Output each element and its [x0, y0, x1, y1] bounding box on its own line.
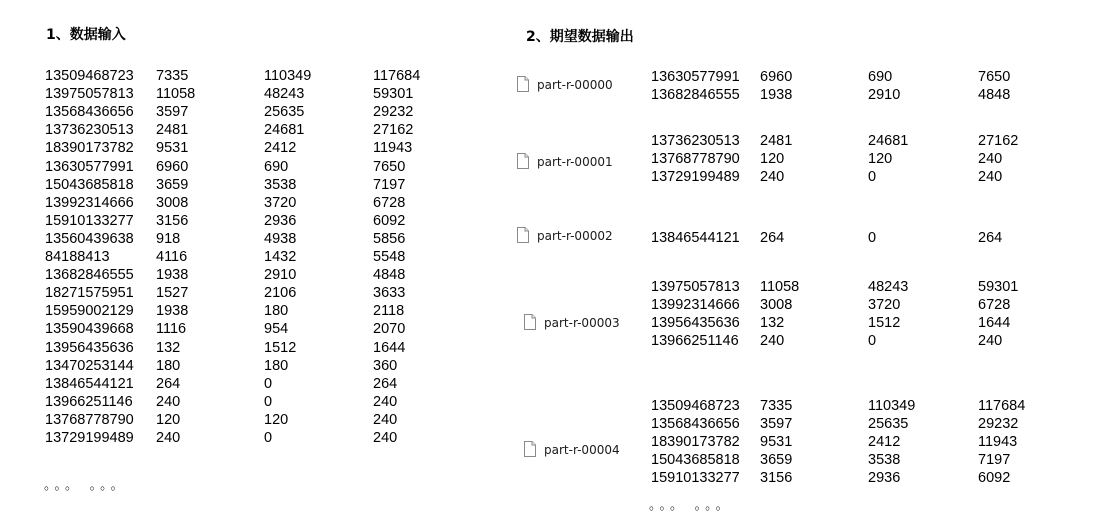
- document-file-icon: [517, 76, 529, 92]
- upflow-cell: 11058: [760, 279, 800, 295]
- sumflow-cell: 240: [373, 430, 398, 446]
- downflow-cell: 180: [264, 358, 289, 374]
- downflow-cell: 1432: [264, 249, 297, 265]
- sumflow-cell: 240: [373, 394, 398, 410]
- sumflow-cell: 6728: [978, 297, 1011, 313]
- sumflow-cell: 5548: [373, 249, 406, 265]
- downflow-cell: 690: [868, 69, 893, 85]
- upflow-cell: 132: [156, 340, 181, 356]
- section1-title: 1、数据输入: [46, 27, 126, 43]
- section2-title: 2、期望数据输出: [526, 29, 634, 45]
- file-name-label: part-r-00004: [544, 443, 620, 457]
- sumflow-cell: 4848: [978, 87, 1011, 103]
- downflow-cell: 2412: [264, 140, 297, 156]
- phone-cell: 13729199489: [45, 430, 134, 446]
- phone-cell: 13736230513: [651, 133, 740, 149]
- upflow-cell: 120: [156, 412, 181, 428]
- upflow-cell: 120: [760, 151, 785, 167]
- phone-cell: 13768778790: [651, 151, 740, 167]
- upflow-cell: 9531: [760, 434, 793, 450]
- sumflow-cell: 11943: [978, 434, 1018, 450]
- upflow-cell: 6960: [156, 159, 189, 175]
- phone-cell: 13956435636: [651, 315, 740, 331]
- downflow-cell: 24681: [868, 133, 909, 149]
- upflow-cell: 6960: [760, 69, 793, 85]
- upflow-cell: 11058: [156, 86, 196, 102]
- phone-cell: 15043685818: [45, 177, 134, 193]
- phone-cell: 13966251146: [651, 333, 739, 349]
- downflow-cell: 2936: [868, 470, 901, 486]
- sumflow-cell: 7650: [373, 159, 406, 175]
- sumflow-cell: 2118: [373, 303, 405, 319]
- phone-cell: 13630577991: [651, 69, 740, 85]
- phone-cell: 13966251146: [45, 394, 133, 410]
- upflow-cell: 240: [760, 333, 785, 349]
- output-ellipsis: 。。。 。。。: [649, 497, 733, 512]
- upflow-cell: 264: [760, 230, 785, 246]
- phone-cell: 13509468723: [45, 68, 134, 84]
- downflow-cell: 2910: [868, 87, 901, 103]
- sumflow-cell: 240: [978, 333, 1003, 349]
- phone-cell: 13682846555: [651, 87, 740, 103]
- phone-cell: 13568436656: [651, 416, 740, 432]
- downflow-cell: 0: [868, 333, 877, 349]
- downflow-cell: 2412: [868, 434, 901, 450]
- downflow-cell: 110349: [868, 398, 916, 414]
- upflow-cell: 180: [156, 358, 181, 374]
- file-name-label: part-r-00003: [544, 316, 620, 330]
- downflow-cell: 48243: [868, 279, 909, 295]
- downflow-cell: 2910: [264, 267, 297, 283]
- phone-cell: 15910133277: [45, 213, 134, 229]
- phone-cell: 13630577991: [45, 159, 134, 175]
- upflow-cell: 3597: [760, 416, 793, 432]
- downflow-cell: 0: [264, 430, 273, 446]
- phone-cell: 84188413: [45, 249, 110, 265]
- upflow-cell: 132: [760, 315, 785, 331]
- phone-cell: 13729199489: [651, 169, 740, 185]
- phone-cell: 13470253144: [45, 358, 134, 374]
- downflow-cell: 3720: [868, 297, 901, 313]
- document-file-icon: [524, 441, 536, 457]
- upflow-cell: 2481: [156, 122, 189, 138]
- sumflow-cell: 1644: [373, 340, 406, 356]
- downflow-cell: 1512: [868, 315, 901, 331]
- downflow-cell: 0: [264, 394, 273, 410]
- document-file-icon: [524, 314, 536, 330]
- downflow-cell: 1512: [264, 340, 297, 356]
- sumflow-cell: 11943: [373, 140, 413, 156]
- downflow-cell: 2936: [264, 213, 297, 229]
- sumflow-cell: 240: [373, 412, 398, 428]
- file-name-label: part-r-00002: [537, 229, 613, 243]
- upflow-cell: 2481: [760, 133, 793, 149]
- document-file-icon: [517, 227, 529, 243]
- downflow-cell: 120: [264, 412, 289, 428]
- sumflow-cell: 240: [978, 169, 1003, 185]
- phone-cell: 13975057813: [45, 86, 134, 102]
- sumflow-cell: 29232: [978, 416, 1019, 432]
- downflow-cell: 0: [868, 230, 877, 246]
- upflow-cell: 9531: [156, 140, 189, 156]
- sumflow-cell: 117684: [373, 68, 421, 84]
- downflow-cell: 0: [868, 169, 877, 185]
- sumflow-cell: 27162: [978, 133, 1019, 149]
- upflow-cell: 1938: [156, 267, 189, 283]
- sumflow-cell: 29232: [373, 104, 414, 120]
- document-file-icon: [517, 153, 529, 169]
- sumflow-cell: 117684: [978, 398, 1026, 414]
- sumflow-cell: 6092: [978, 470, 1011, 486]
- phone-cell: 13768778790: [45, 412, 134, 428]
- sumflow-cell: 5856: [373, 231, 406, 247]
- upflow-cell: 264: [156, 376, 181, 392]
- sumflow-cell: 7197: [373, 177, 406, 193]
- phone-cell: 13956435636: [45, 340, 134, 356]
- downflow-cell: 690: [264, 159, 289, 175]
- phone-cell: 13736230513: [45, 122, 134, 138]
- upflow-cell: 3156: [760, 470, 793, 486]
- sumflow-cell: 1644: [978, 315, 1011, 331]
- phone-cell: 18390173782: [45, 140, 134, 156]
- upflow-cell: 240: [760, 169, 785, 185]
- upflow-cell: 3008: [156, 195, 189, 211]
- sumflow-cell: 4848: [373, 267, 406, 283]
- file-name-label: part-r-00001: [537, 155, 613, 169]
- upflow-cell: 1938: [156, 303, 189, 319]
- downflow-cell: 3538: [264, 177, 297, 193]
- sumflow-cell: 360: [373, 358, 398, 374]
- downflow-cell: 110349: [264, 68, 312, 84]
- downflow-cell: 3720: [264, 195, 297, 211]
- upflow-cell: 240: [156, 394, 181, 410]
- phone-cell: 13682846555: [45, 267, 134, 283]
- phone-cell: 18390173782: [651, 434, 740, 450]
- upflow-cell: 240: [156, 430, 181, 446]
- sumflow-cell: 6728: [373, 195, 406, 211]
- downflow-cell: 3538: [868, 452, 901, 468]
- phone-cell: 13992314666: [45, 195, 134, 211]
- downflow-cell: 25635: [264, 104, 305, 120]
- sumflow-cell: 7197: [978, 452, 1011, 468]
- upflow-cell: 3659: [156, 177, 189, 193]
- downflow-cell: 4938: [264, 231, 297, 247]
- phone-cell: 13992314666: [651, 297, 740, 313]
- downflow-cell: 2106: [264, 285, 297, 301]
- sumflow-cell: 240: [978, 151, 1003, 167]
- downflow-cell: 120: [868, 151, 893, 167]
- sumflow-cell: 59301: [373, 86, 414, 102]
- phone-cell: 13568436656: [45, 104, 134, 120]
- downflow-cell: 180: [264, 303, 289, 319]
- upflow-cell: 7335: [760, 398, 793, 414]
- upflow-cell: 918: [156, 231, 181, 247]
- phone-cell: 13975057813: [651, 279, 740, 295]
- downflow-cell: 24681: [264, 122, 305, 138]
- phone-cell: 13846544121: [651, 230, 740, 246]
- phone-cell: 15910133277: [651, 470, 740, 486]
- upflow-cell: 3156: [156, 213, 189, 229]
- sumflow-cell: 27162: [373, 122, 414, 138]
- upflow-cell: 1527: [156, 285, 189, 301]
- sumflow-cell: 7650: [978, 69, 1011, 85]
- downflow-cell: 25635: [868, 416, 909, 432]
- sumflow-cell: 59301: [978, 279, 1019, 295]
- sumflow-cell: 3633: [373, 285, 406, 301]
- input-ellipsis: 。。。 。。。: [44, 477, 128, 492]
- sumflow-cell: 6092: [373, 213, 406, 229]
- upflow-cell: 3597: [156, 104, 189, 120]
- phone-cell: 15043685818: [651, 452, 740, 468]
- phone-cell: 13560439638: [45, 231, 134, 247]
- upflow-cell: 3659: [760, 452, 793, 468]
- sumflow-cell: 2070: [373, 321, 406, 337]
- sumflow-cell: 264: [978, 230, 1003, 246]
- downflow-cell: 0: [264, 376, 273, 392]
- file-name-label: part-r-00000: [537, 78, 613, 92]
- upflow-cell: 1116: [156, 321, 187, 337]
- phone-cell: 13509468723: [651, 398, 740, 414]
- upflow-cell: 1938: [760, 87, 793, 103]
- sumflow-cell: 264: [373, 376, 398, 392]
- phone-cell: 18271575951: [45, 285, 134, 301]
- upflow-cell: 3008: [760, 297, 793, 313]
- phone-cell: 13590439668: [45, 321, 134, 337]
- phone-cell: 15959002129: [45, 303, 134, 319]
- upflow-cell: 7335: [156, 68, 189, 84]
- phone-cell: 13846544121: [45, 376, 134, 392]
- downflow-cell: 954: [264, 321, 289, 337]
- downflow-cell: 48243: [264, 86, 305, 102]
- upflow-cell: 4116: [156, 249, 188, 265]
